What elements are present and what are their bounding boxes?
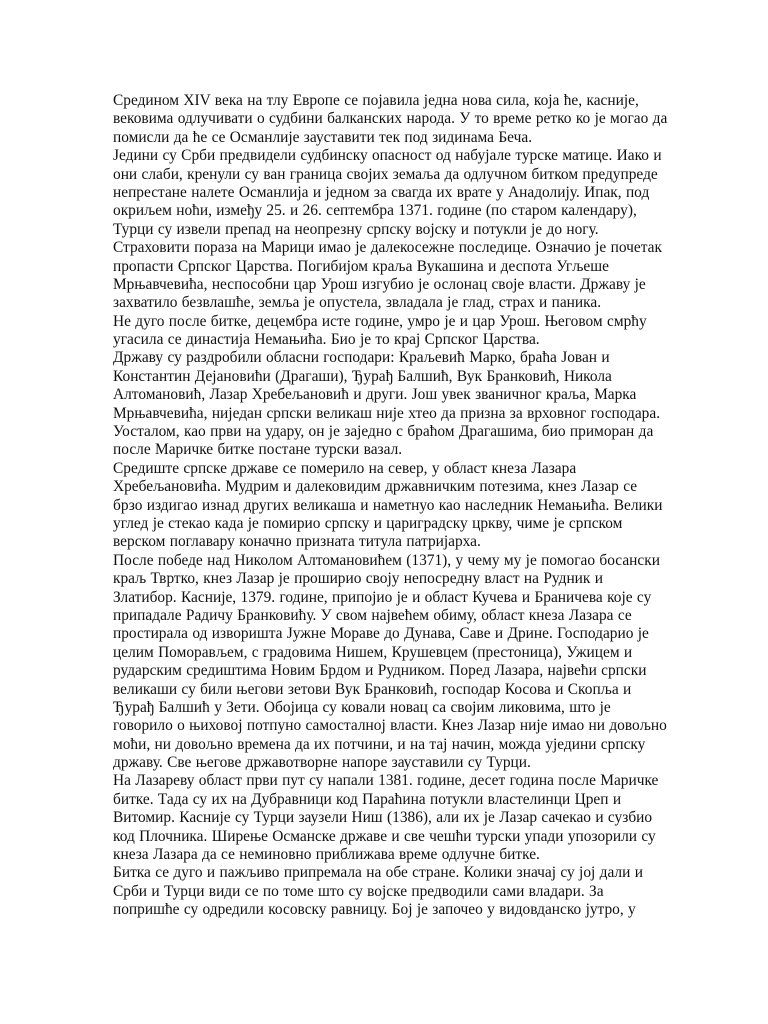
text-line: код Плочника. Ширење Османске државе и све чешћи турски упади упозорили су (113, 827, 656, 845)
text-line: Не дуго после битке, децембра исте године, умро је и цар Урош. Његовом смрћу (113, 312, 647, 330)
text-line: Уосталом, као први на удару, он је заједно с браћом Драгашима, био приморан да (113, 423, 654, 441)
text-line: моћи, ни довољно времена да их потчини, и на тај начин, можда уједини српску (113, 735, 646, 753)
text-line: брзо издигао изнад других великаша и наметнуо као наследник Немањића. Велики (113, 496, 663, 514)
text-line: Мрњавчевића, неспособни цар Урош изгубио је ослонац своје власти. Државу је (113, 275, 646, 293)
text-line: верском поглавару коначно призната титула патријарха. (113, 533, 481, 551)
text-line: Константин Дејановићи (Драгаши), Ђурађ Балшић, Вук Бранковић, Никола (113, 367, 612, 385)
text-line: великаши су били његови зетови Вук Бранковић, господар Косова и Скопља и (113, 680, 632, 698)
text-line: На Лазареву област први пут су напали 1381. године, десет година после Маричке (113, 772, 659, 790)
text-line: Срби и Турци види се по томе што су војске предводили сами владари. За (113, 882, 604, 900)
text-line: Мрњавчевића, ниједан српски великаш није хтео да призна за врховног господара. (113, 404, 661, 422)
text-line: захватило безвлашће, земља је опустела, звладала је глад, страх и паника. (113, 294, 602, 312)
text-line: Витомир. Касније су Турци заузели Ниш (1386), али их је Лазар сачекао и сузбио (113, 809, 653, 827)
text-line: пропасти Српског Царства. Погибијом краља Вукашина и деспота Угљеше (113, 257, 609, 275)
text-line: помисли да ће се Османлије зауставити тек под зидинама Беча. (113, 128, 533, 146)
text-line: битке. Тада су их на Дубравници код Параћина потукли властелинци Цреп и (113, 790, 622, 808)
text-line: После победе над Николом Алтомановићем (1371), у чему му је помогао босански (113, 551, 660, 569)
text-line: Једини су Срби предвидели судбинску опасност од набујале турске матице. Иако и (113, 147, 662, 165)
text-line: углед је стекао када је помирио српску и цариградску цркву, чиме је српском (113, 514, 623, 532)
text-line: Страховити пораза на Марици имао је далекосежне последице. Означио је почетак (113, 239, 662, 257)
text-line: државу. Све његове државотворне напоре зауставили су Турци. (113, 754, 531, 772)
text-line: Златибор. Касније, 1379. године, припојио је и област Кучева и Браничева које су (113, 588, 652, 606)
text-line: Битка се дуго и пажљиво припремала на обе стране. Колики значај су јој дали и (113, 864, 643, 882)
text-line: Средином XIV века на тлу Европе се појавила једна нова сила, која ће, касније, (113, 92, 639, 109)
text-line: Ђурађ Балшић у Зети. Обојица су ковали новац са својим ликовима, што је (113, 698, 611, 716)
text-line: Турци су извели препад на неопрезну српску војску и потукли је до ногу. (113, 220, 599, 238)
text-line: угасила се династија Немањића. Био је то крај Српског Царства. (113, 331, 540, 349)
text-line: говорило о њиховој потпуно самосталној власти. Кнез Лазар није имао ни довољно (113, 717, 667, 735)
text-line: кнеза Лазара да се неминовно приближава време одлучне битке. (113, 846, 540, 864)
text-line: припадале Радичу Бранковићу. У свом највећем обиму, област кнеза Лазара се (113, 606, 632, 624)
text-line: краљ Твртко, кнез Лазар је проширио своју непосредну власт на Рудник и (113, 570, 603, 588)
text-line: Државу су раздробили обласни господари: Краљевић Марко, браћа Јован и (113, 349, 610, 367)
body-text (113, 92, 673, 920)
text-line: целим Поморављем, с градовима Нишем, Крушевцем (престоница), Ужицем и (113, 643, 633, 661)
text-line: они слаби, кренули су ван граница својих земаља да одлучном битком предупреде (113, 165, 658, 183)
text-line: вековима одлучивати о судбини балканских народа. У то време ретко ко је могао да (113, 110, 668, 128)
text-line: Алтомановић, Лазар Хребељановић и други. Још увек званичног краља, Марка (113, 386, 637, 404)
text-line: попришће су одредили косовску равницу. Бој је започео у видовданско јутро, у (113, 901, 636, 919)
text-line: Хребељановића. Мудрим и далековидим државничким потезима, кнез Лазар се (113, 478, 638, 496)
text-line: простирала од изворишта Јужне Мораве до Дунава, Саве и Дрине. Господарио је (113, 625, 649, 643)
text-line: Средиште српске државе се померило на север, у област кнеза Лазара (113, 459, 577, 477)
text-line: окриљем ноћи, између 25. и 26. септембра 1371. године (по старом календару), (113, 202, 637, 220)
text-line: рударским средиштима Новим Брдом и Рудником. Поред Лазара, највећи српски (113, 662, 647, 680)
text-line: после Маричке битке постане турски вазал. (113, 441, 403, 459)
text-line: непрестане налете Османлија и једном за свагда их врате у Анадолију. Ипак, под (113, 183, 650, 201)
